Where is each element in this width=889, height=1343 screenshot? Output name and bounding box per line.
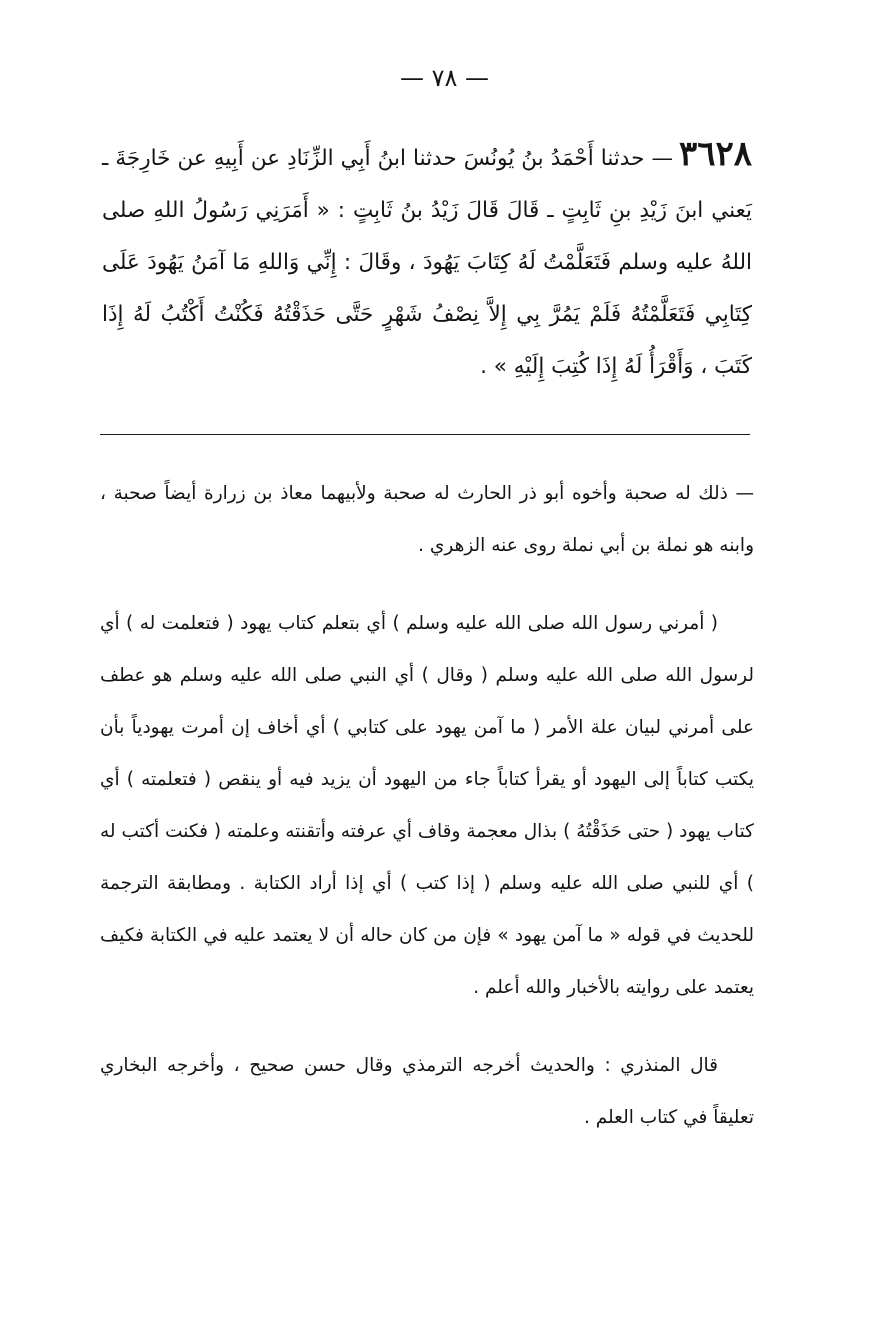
commentary-paragraph-footnote: — ذلك له صحبة وأخوه أبو ذر الحارث له صحبة ولأبيهما معاذ بن زرارة أيضاً صحبة ، وابنه هو نملة بن أبي نملة روى عنه الزهري . bbox=[100, 483, 754, 556]
commentary-block bbox=[100, 468, 754, 1170]
footnote-divider bbox=[100, 434, 750, 435]
commentary-paragraph-explanation: ( أمرني رسول الله صلى الله عليه وسلم ) أي بتعلم كتاب يهود ( فتعلمت له ) أي لرسول الله صلى الله عليه وسلم ( وقال ) أي النبي صلى الله عليه وسلم هو عطف على أمرني لبيان علة الأمر ( ما آمن يهود على كتابي ) أي أخاف إن أمرت يهودياً بأن يكتب كتاباً إلى اليهود أو يقرأ كتاباً جاء من اليهود أن يزيد فيه أو ينقص ( فتعلمته ) أي كتاب يهود ( حتى حَذَقْتُهُ ) بذال معجمة وقاف أي عرفته وأتقنته وعلمته ( فكنت أكتب له ) أي للنبي صلى الله عليه وسلم ( إذا كتب ) أي إذا أراد الكتابة . ومطابقة الترجمة للحديث في قوله « ما آمن يهود » فإن من كان حاله أن لا يعتمد عليه في الكتابة فكيف يعتمد على روايته بالأخبار والله أعلم . bbox=[100, 613, 754, 998]
page-number: — ٧٨ — bbox=[399, 64, 490, 92]
commentary-paragraph-mundhiri: قال المنذري : والحديث أخرجه الترمذي وقال حسن صحيح ، وأخرجه البخاري تعليقاً في كتاب العلم . bbox=[100, 1055, 754, 1128]
hadith-number: ٣٦٢٨ bbox=[678, 134, 752, 174]
hadith-text: — حدثنا أَحْمَدُ بنُ يُونُسَ حدثنا ابنُ أَبِي الزِّنَادِ عن أَبِيهِ عن خَارِجَةَ ـ يَعني ابنَ زَيْدِ بنِ ثَابِتٍ ـ قَالَ قَالَ زَيْدُ بنُ ثَابِتٍ : « أَمَرَنِي رَسُولُ اللهِ صلى اللهُ عليه وسلم فَتَعَلَّمْتُ لَهُ كِتَابَ يَهُودَ ، وقَالَ : إِنِّي وَاللهِ مَا آمَنُ يَهُودَ عَلَى كِتَابِي فَتَعَلَّمْتُهُ فَلَمْ يَمُرَّ بِي إِلاَّ نِصْفُ شَهْرٍ حَتَّى حَذَقْتُهُ فَكُنْتُ أَكْتُبُ لَهُ إِذَا كَتَبَ ، وَأَقْرَأُ لَهُ إِذَا كُتِبَ إِلَيْهِ » . bbox=[102, 146, 752, 379]
hadith-text-block bbox=[102, 128, 752, 393]
